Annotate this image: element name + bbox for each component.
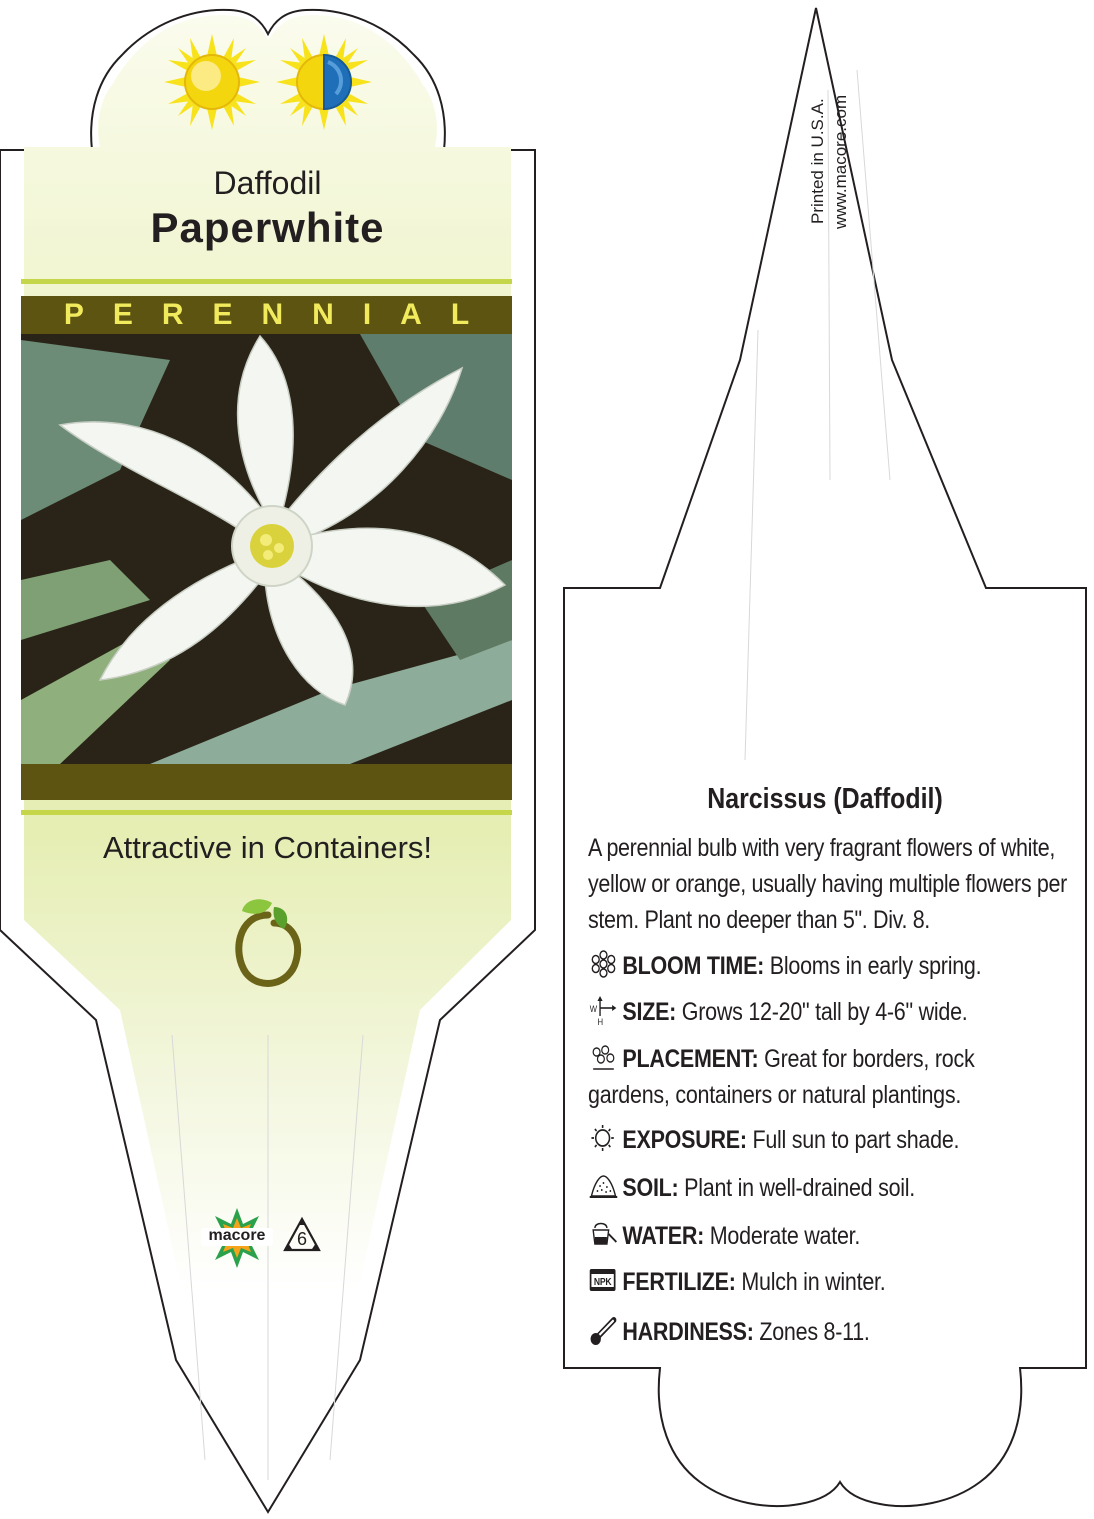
front-tag (0, 0, 540, 1519)
species-description: A perennial bulb with very fragrant flowers of white, yellow or orange, usually having multiple flowers per stem. Plant no deeper than 5". Div. 8. (588, 834, 1067, 934)
flower-icon (588, 950, 619, 978)
part-shade-icon (276, 34, 372, 130)
soil-icon (588, 1172, 619, 1200)
soil-value: Plant in well-drained soil. (684, 1174, 916, 1202)
bloom-time-value: Blooms in early spring. (769, 952, 982, 980)
website: www.macore.com (831, 94, 850, 229)
watering-can-icon (588, 1220, 619, 1248)
sun-outline-icon (588, 1124, 619, 1152)
tagline: Attractive in Containers! (102, 830, 433, 865)
cultivar-name: Paperwhite (150, 204, 385, 251)
full-sun-icon (164, 34, 260, 130)
attr-bloom-time (588, 948, 1070, 984)
printed-in-usa: Printed in U.S.A. (808, 98, 827, 224)
npk-text: NPK (593, 1276, 612, 1288)
species-title: Narcissus (Daffodil) (707, 783, 943, 815)
seed-logo-icon (228, 893, 304, 989)
bloom-time-label: BLOOM TIME: (622, 952, 765, 980)
placement-value: Great for borders, rock gardens, containers or natural plantings. (588, 1045, 975, 1109)
recycle-icon (282, 1216, 322, 1256)
attr-hardiness (588, 1314, 1070, 1350)
macore-logo (205, 1206, 269, 1270)
placement-icon (588, 1043, 619, 1071)
category-label: PERENNIAL (63, 298, 499, 331)
attr-soil (588, 1170, 1070, 1206)
attr-exposure (588, 1122, 1070, 1158)
placement-label: PLACEMENT: (622, 1045, 759, 1073)
attr-placement (588, 1041, 1052, 1113)
flower-photo (21, 334, 512, 764)
fertilize-label: FERTILIZE: (622, 1268, 736, 1296)
fertilize-value: Mulch in winter. (741, 1268, 886, 1296)
size-icon-h: H (597, 1016, 603, 1027)
thermometer-icon (588, 1316, 619, 1344)
common-name: Daffodil (213, 165, 322, 201)
npk-icon (588, 1266, 619, 1294)
recycle-number: 6 (296, 1229, 307, 1249)
size-icon (588, 996, 619, 1027)
exposure-label: EXPOSURE: (622, 1126, 747, 1154)
water-label: WATER: (622, 1222, 705, 1250)
soil-label: SOIL: (622, 1174, 679, 1202)
size-label: SIZE: (622, 998, 677, 1026)
size-icon-w: W (589, 1003, 597, 1015)
exposure-value: Full sun to part shade. (752, 1126, 960, 1154)
hardiness-value: Zones 8-11. (759, 1318, 870, 1346)
hardiness-label: HARDINESS: (622, 1318, 754, 1346)
attr-water (588, 1218, 1070, 1254)
water-value: Moderate water. (709, 1222, 861, 1250)
size-value: Grows 12-20" tall by 4-6" wide. (681, 998, 968, 1026)
attr-size (588, 994, 1070, 1030)
brand-name: macore (208, 1227, 266, 1244)
attr-fertilize (588, 1264, 1070, 1300)
